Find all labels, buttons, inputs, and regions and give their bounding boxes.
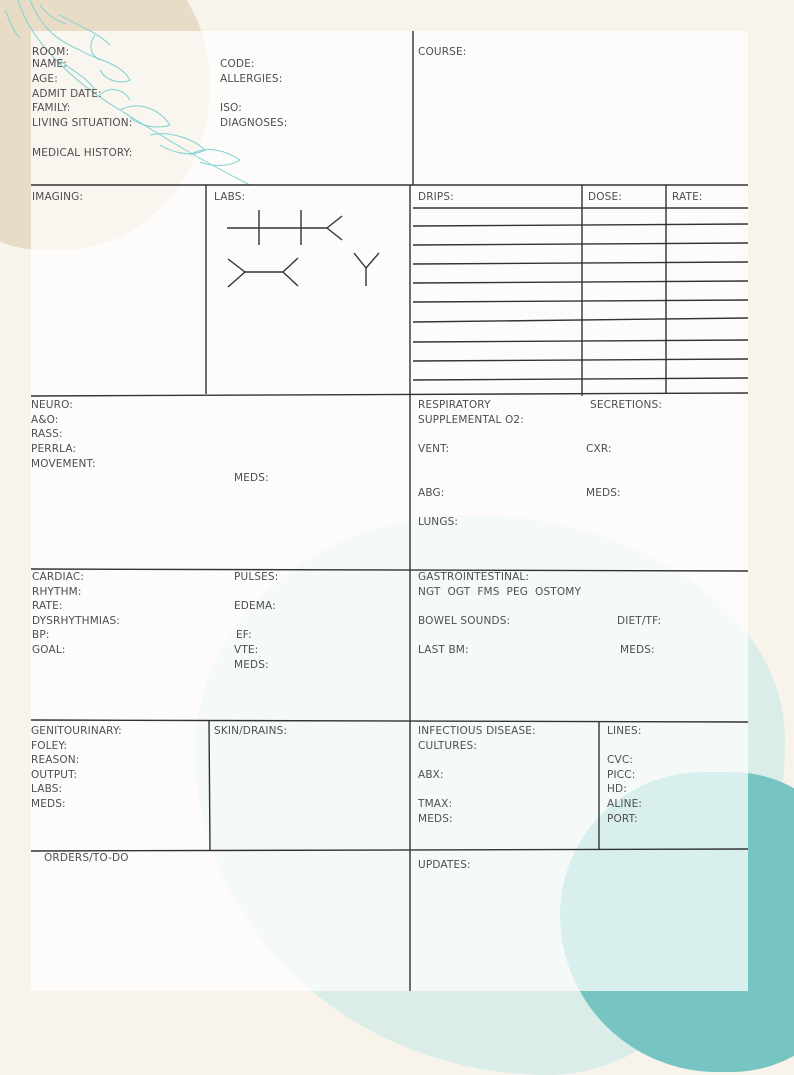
gi-title: GASTROINTESTINAL: bbox=[418, 571, 530, 583]
drips-label: DRIPS: bbox=[418, 191, 454, 203]
bp-label: BP: bbox=[32, 629, 50, 641]
last-bm-label: LAST BM: bbox=[418, 644, 469, 656]
edema-label: EDEMA: bbox=[234, 600, 276, 612]
gu-title: GENITOURINARY: bbox=[31, 725, 122, 737]
imaging-label: IMAGING: bbox=[32, 191, 84, 203]
family-label: FAMILY: bbox=[32, 102, 71, 114]
resp-meds-label: MEDS: bbox=[586, 487, 621, 499]
allergies-label: ALLERGIES: bbox=[220, 73, 283, 85]
port-label: PORT: bbox=[607, 813, 638, 825]
medical-history-label: MEDICAL HISTORY: bbox=[32, 147, 133, 159]
dysrhythmias-label: DYSRHYTHMIAS: bbox=[32, 615, 120, 627]
bowel-sounds-label: BOWEL SOUNDS: bbox=[418, 615, 511, 627]
reason-label: REASON: bbox=[31, 754, 80, 766]
foley-label: FOLEY: bbox=[31, 740, 68, 752]
code-label: CODE: bbox=[220, 58, 255, 70]
living-situation-label: LIVING SITUATION: bbox=[32, 117, 133, 129]
picc-label: PICC: bbox=[607, 769, 636, 781]
perrla-label: PERRLA: bbox=[31, 443, 77, 455]
goal-label: GOAL: bbox=[32, 644, 66, 656]
neuro-meds-label: MEDS: bbox=[234, 472, 269, 484]
skin-drains-title: SKIN/DRAINS: bbox=[214, 725, 288, 737]
lines-title: LINES: bbox=[607, 725, 642, 737]
updates-title: UPDATES: bbox=[418, 859, 471, 871]
rass-label: RASS: bbox=[31, 428, 63, 440]
cultures-label: CULTURES: bbox=[418, 740, 478, 752]
dose-label: DOSE: bbox=[588, 191, 622, 203]
vent-label: VENT: bbox=[418, 443, 450, 455]
cardiac-title: CARDIAC: bbox=[32, 571, 85, 583]
hd-label: HD: bbox=[607, 783, 627, 795]
name-label: NAME: bbox=[32, 58, 68, 70]
pulses-label: PULSES: bbox=[234, 571, 279, 583]
rhythm-label: RHYTHM: bbox=[32, 586, 82, 598]
course-label: COURSE: bbox=[418, 46, 467, 58]
supplemental-o2-label: SUPPLEMENTAL O2: bbox=[418, 414, 524, 426]
orders-todo-title: ORDERS/TO-DO bbox=[44, 852, 129, 864]
tmax-label: TMAX: bbox=[418, 798, 453, 810]
gu-meds-label: MEDS: bbox=[31, 798, 66, 810]
movement-label: MOVEMENT: bbox=[31, 458, 96, 470]
abg-label: ABG: bbox=[418, 487, 445, 499]
cvc-label: CVC: bbox=[607, 754, 633, 766]
admit-date-label: ADMIT DATE: bbox=[32, 88, 102, 100]
gi-meds-label: MEDS: bbox=[620, 644, 655, 656]
gu-labs-label: LABS: bbox=[31, 783, 63, 795]
output-label: OUTPUT: bbox=[31, 769, 78, 781]
diet-tf-label: DIET/TF: bbox=[617, 615, 662, 627]
age-label: AGE: bbox=[32, 73, 58, 85]
cardiac-rate-label: RATE: bbox=[32, 600, 63, 612]
vte-label: VTE: bbox=[234, 644, 259, 656]
diagnoses-label: DIAGNOSES: bbox=[220, 117, 288, 129]
gi-tubes-options: NGT OGT FMS PEG OSTOMY bbox=[418, 586, 582, 598]
respiratory-title: RESPIRATORY bbox=[418, 399, 491, 411]
rate-label: RATE: bbox=[672, 191, 703, 203]
cxr-label: CXR: bbox=[586, 443, 612, 455]
id-meds-label: MEDS: bbox=[418, 813, 453, 825]
lab-fishbone-icons bbox=[227, 210, 379, 287]
cardiac-meds-label: MEDS: bbox=[234, 659, 269, 671]
ef-label: EF: bbox=[236, 629, 252, 641]
secretions-label: SECRETIONS: bbox=[590, 399, 663, 411]
labs-label: LABS: bbox=[214, 191, 246, 203]
aline-label: ALINE: bbox=[607, 798, 643, 810]
iso-label: ISO: bbox=[220, 102, 242, 114]
neuro-title: NEURO: bbox=[31, 399, 73, 411]
ao-label: A&O: bbox=[31, 414, 59, 426]
room-label: ROOM: bbox=[32, 46, 70, 58]
id-title: INFECTIOUS DISEASE: bbox=[418, 725, 536, 737]
abx-label: ABX: bbox=[418, 769, 444, 781]
lungs-label: LUNGS: bbox=[418, 516, 459, 528]
